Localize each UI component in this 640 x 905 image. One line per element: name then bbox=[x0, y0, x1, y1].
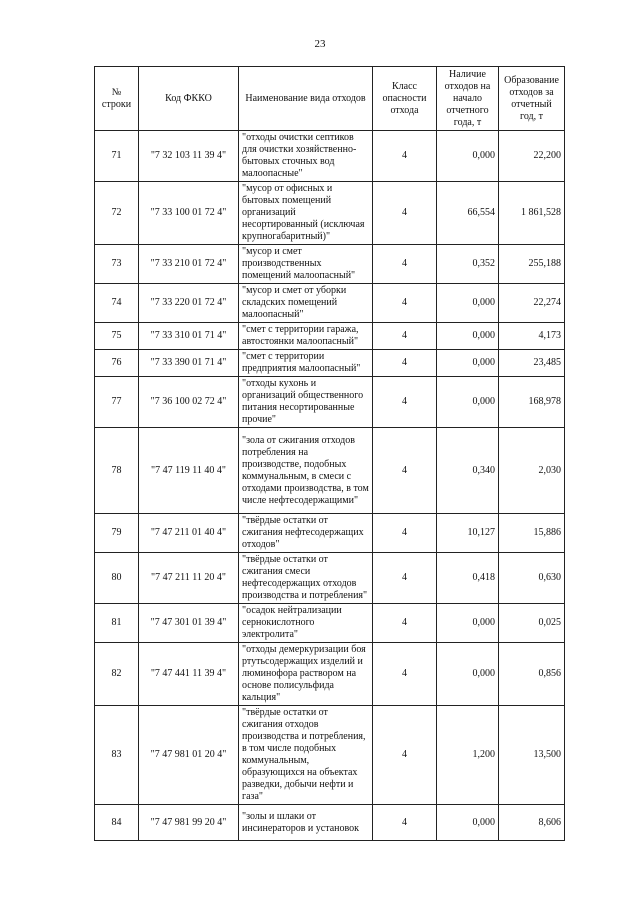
table-row bbox=[95, 643, 565, 706]
waste-name: "осадок нейтрализации сернокислотного электролита" bbox=[239, 604, 373, 643]
waste-name: "золы и шлаки от инсинераторов и установок bbox=[239, 805, 373, 841]
table-row bbox=[95, 706, 565, 805]
table-row bbox=[95, 350, 565, 377]
hazard-class: 4 bbox=[373, 553, 437, 604]
row-number: 84 bbox=[95, 805, 139, 841]
hazard-class: 4 bbox=[373, 706, 437, 805]
stock-start-value: 0,352 bbox=[437, 245, 499, 284]
stock-start-value: 10,127 bbox=[437, 514, 499, 553]
table-row bbox=[95, 377, 565, 428]
waste-name: "мусор от офисных и бытовых помещений организаций несортированный (исключая крупногабаритный)" bbox=[239, 182, 373, 245]
waste-name: "отходы демеркуризации боя ртутьсодержащих изделий и люминофора раствором на основе полисульфида кальция" bbox=[239, 643, 373, 706]
table-row bbox=[95, 514, 565, 553]
generated-value: 0,630 bbox=[499, 553, 565, 604]
hazard-class: 4 bbox=[373, 323, 437, 350]
stock-start-value: 0,000 bbox=[437, 131, 499, 182]
header-stock-start: Наличие отходов на начало отчетного года, т bbox=[437, 67, 499, 131]
generated-value: 255,188 bbox=[499, 245, 565, 284]
row-number: 71 bbox=[95, 131, 139, 182]
generated-value: 2,030 bbox=[499, 428, 565, 514]
waste-name: "твёрдые остатки от сжигания нефтесодержащих отходов" bbox=[239, 514, 373, 553]
hazard-class: 4 bbox=[373, 428, 437, 514]
stock-start-value: 0,000 bbox=[437, 284, 499, 323]
row-number: 76 bbox=[95, 350, 139, 377]
waste-table bbox=[94, 66, 565, 841]
header-hazard-class: Класс опасности отхода bbox=[373, 67, 437, 131]
table-row bbox=[95, 245, 565, 284]
table-row bbox=[95, 131, 565, 182]
stock-start-value: 0,000 bbox=[437, 350, 499, 377]
hazard-class: 4 bbox=[373, 284, 437, 323]
hazard-class: 4 bbox=[373, 377, 437, 428]
waste-name: "смет с территории гаража, автостоянки малоопасный" bbox=[239, 323, 373, 350]
stock-start-value: 0,000 bbox=[437, 643, 499, 706]
fkko-code: "7 47 211 11 20 4" bbox=[139, 553, 239, 604]
row-number: 77 bbox=[95, 377, 139, 428]
fkko-code: "7 47 981 99 20 4" bbox=[139, 805, 239, 841]
generated-value: 13,500 bbox=[499, 706, 565, 805]
generated-value: 0,856 bbox=[499, 643, 565, 706]
generated-value: 23,485 bbox=[499, 350, 565, 377]
row-number: 80 bbox=[95, 553, 139, 604]
row-number: 74 bbox=[95, 284, 139, 323]
fkko-code: "7 47 211 01 40 4" bbox=[139, 514, 239, 553]
fkko-code: "7 33 310 01 71 4" bbox=[139, 323, 239, 350]
fkko-code: "7 47 981 01 20 4" bbox=[139, 706, 239, 805]
stock-start-value: 0,000 bbox=[437, 805, 499, 841]
stock-start-value: 0,000 bbox=[437, 323, 499, 350]
waste-name: "зола от сжигания отходов потребления на производстве, подобных коммунальным, в смеси с отходами производства, в том числе нефтесодержащими" bbox=[239, 428, 373, 514]
fkko-code: "7 33 210 01 72 4" bbox=[139, 245, 239, 284]
hazard-class: 4 bbox=[373, 182, 437, 245]
waste-name: "отходы очистки септиков для очистки хозяйственно-бытовых сточных вод малоопасные" bbox=[239, 131, 373, 182]
generated-value: 0,025 bbox=[499, 604, 565, 643]
fkko-code: "7 33 100 01 72 4" bbox=[139, 182, 239, 245]
fkko-code: "7 47 119 11 40 4" bbox=[139, 428, 239, 514]
row-number: 83 bbox=[95, 706, 139, 805]
waste-name: "смет с территории предприятия малоопасный" bbox=[239, 350, 373, 377]
stock-start-value: 66,554 bbox=[437, 182, 499, 245]
table-row bbox=[95, 604, 565, 643]
stock-start-value: 0,000 bbox=[437, 604, 499, 643]
hazard-class: 4 bbox=[373, 604, 437, 643]
fkko-code: "7 33 220 01 72 4" bbox=[139, 284, 239, 323]
row-number: 73 bbox=[95, 245, 139, 284]
generated-value: 4,173 bbox=[499, 323, 565, 350]
table-row bbox=[95, 428, 565, 514]
row-number: 72 bbox=[95, 182, 139, 245]
waste-name: "твёрдые остатки от сжигания смеси нефтесодержащих отходов производства и потребления" bbox=[239, 553, 373, 604]
waste-name: "мусор и смет от уборки складских помещений малоопасный" bbox=[239, 284, 373, 323]
waste-name: "твёрдые остатки от сжигания отходов производства и потребления, в том числе подобных коммунальным, образующихся на объектах разведки, добычи нефти и газа" bbox=[239, 706, 373, 805]
fkko-code: "7 47 301 01 39 4" bbox=[139, 604, 239, 643]
table-row bbox=[95, 553, 565, 604]
waste-name: "отходы кухонь и организаций общественного питания несортированные прочие" bbox=[239, 377, 373, 428]
table-row bbox=[95, 284, 565, 323]
hazard-class: 4 bbox=[373, 245, 437, 284]
hazard-class: 4 bbox=[373, 643, 437, 706]
table-row bbox=[95, 323, 565, 350]
stock-start-value: 0,340 bbox=[437, 428, 499, 514]
generated-value: 1 861,528 bbox=[499, 182, 565, 245]
row-number: 75 bbox=[95, 323, 139, 350]
generated-value: 15,886 bbox=[499, 514, 565, 553]
row-number: 81 bbox=[95, 604, 139, 643]
header-generated: Образование отходов за отчетный год, т bbox=[499, 67, 565, 131]
waste-name: "мусор и смет производственных помещений малоопасный" bbox=[239, 245, 373, 284]
fkko-code: "7 33 390 01 71 4" bbox=[139, 350, 239, 377]
table-header-row bbox=[95, 67, 565, 131]
generated-value: 22,200 bbox=[499, 131, 565, 182]
generated-value: 22,274 bbox=[499, 284, 565, 323]
generated-value: 168,978 bbox=[499, 377, 565, 428]
stock-start-value: 0,000 bbox=[437, 377, 499, 428]
header-code: Код ФККО bbox=[139, 67, 239, 131]
generated-value: 8,606 bbox=[499, 805, 565, 841]
hazard-class: 4 bbox=[373, 514, 437, 553]
stock-start-value: 0,418 bbox=[437, 553, 499, 604]
stock-start-value: 1,200 bbox=[437, 706, 499, 805]
page-number: 23 bbox=[314, 38, 326, 50]
row-number: 82 bbox=[95, 643, 139, 706]
fkko-code: "7 47 441 11 39 4" bbox=[139, 643, 239, 706]
hazard-class: 4 bbox=[373, 350, 437, 377]
row-number: 78 bbox=[95, 428, 139, 514]
fkko-code: "7 32 103 11 39 4" bbox=[139, 131, 239, 182]
header-row-no: № строки bbox=[95, 67, 139, 131]
hazard-class: 4 bbox=[373, 805, 437, 841]
table-row bbox=[95, 182, 565, 245]
fkko-code: "7 36 100 02 72 4" bbox=[139, 377, 239, 428]
table-row bbox=[95, 805, 565, 841]
header-name: Наименование вида отходов bbox=[239, 67, 373, 131]
hazard-class: 4 bbox=[373, 131, 437, 182]
row-number: 79 bbox=[95, 514, 139, 553]
